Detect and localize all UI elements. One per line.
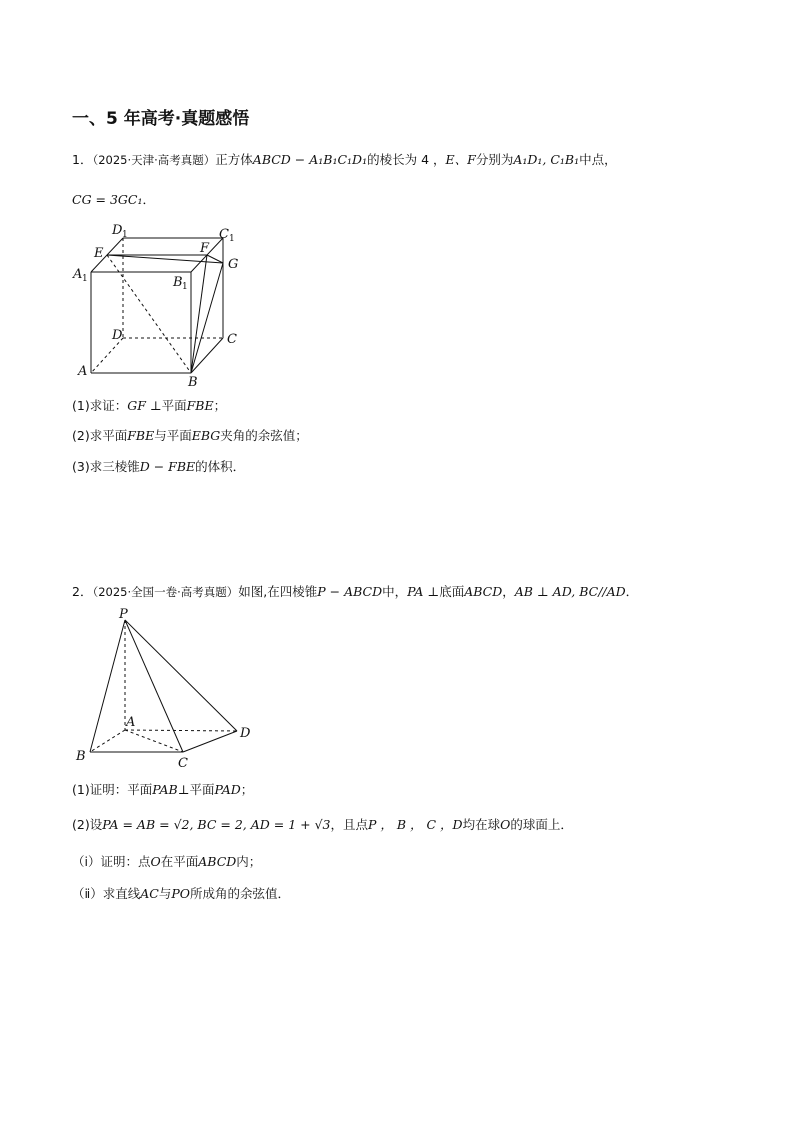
- problem-2-comma: ，: [502, 584, 515, 599]
- q1-end: ；: [213, 398, 227, 413]
- p2-q1-mid: 平面: [189, 782, 215, 797]
- p2-qi-prefix: （i）证明：点: [72, 854, 151, 869]
- label-g: G: [228, 257, 239, 272]
- problem-2-q2: [72, 815, 573, 833]
- p2-q2-prefix: (2)设: [72, 817, 103, 832]
- label-a: A: [78, 364, 88, 379]
- conditions: AB ⊥ AD, BC//AD: [514, 584, 626, 599]
- q3-end: 的体积．: [195, 459, 246, 474]
- p2-qii-prefix: （ⅱ）求直线: [72, 886, 141, 901]
- p2-qii-line2: PO: [171, 886, 191, 901]
- p2-qi-mid: 在平面: [160, 854, 199, 869]
- label-a1: A: [73, 267, 83, 282]
- q3-solid: D − FBE: [139, 459, 196, 474]
- pa-perp: PA ⊥: [407, 584, 440, 599]
- q1-math: GF ⊥: [127, 398, 162, 413]
- p2-q2-text: 均在球: [462, 817, 501, 832]
- problem-2-end: ．: [625, 584, 639, 599]
- cube-figure: [70, 222, 250, 390]
- p2-q1-perp: ⊥: [177, 782, 190, 797]
- problem-2-qii: [72, 884, 290, 902]
- label-d: D: [240, 726, 251, 741]
- problem-2-number: 2．: [72, 584, 93, 599]
- q2-mid: 与平面: [154, 428, 192, 443]
- p2-qi-o: O: [150, 854, 161, 869]
- label-f: F: [200, 241, 210, 256]
- p2-q2-mid: ，且点: [330, 817, 369, 832]
- label-d: D: [112, 328, 123, 343]
- label-a1-sub: 1: [82, 274, 88, 284]
- p2-qi-end: 内；: [236, 854, 262, 869]
- problem-1-number: 1．: [72, 152, 93, 167]
- problem-1-q3: [72, 457, 245, 475]
- problem-1-source: （2025·天津·高考真题）: [92, 153, 216, 167]
- problem-1-cg-line: [72, 190, 155, 208]
- points-e-f: E、F: [445, 152, 476, 167]
- q1-prefix: (1)求证：: [72, 398, 128, 413]
- q1-plane: FBE: [186, 398, 214, 413]
- p2-q2-end: 的球面上．: [510, 817, 573, 832]
- p2-qii-line1: AC: [140, 886, 159, 901]
- label-d1-sub: 1: [122, 230, 128, 240]
- p2-qii-mid: 与: [158, 886, 172, 901]
- q3-prefix: (3)求三棱锥: [72, 459, 140, 474]
- pyramid-name: P − ABCD: [317, 584, 383, 599]
- label-d1: D: [112, 223, 123, 238]
- label-p: P: [119, 607, 128, 622]
- cube-name: ABCD − A₁B₁C₁D₁: [252, 152, 368, 167]
- problem-2-text-a: 如图,在四棱锥: [238, 584, 318, 599]
- section-title: 一、5 年高考·真题感悟: [72, 109, 250, 129]
- label-a: A: [126, 715, 136, 730]
- p2-q1-end: ；: [240, 782, 254, 797]
- problem-1-text-b: 的棱长为 4 ，: [367, 152, 446, 167]
- p2-q1-prefix: (1)证明：平面: [72, 782, 153, 797]
- problem-2-text-b: 中，: [382, 584, 408, 599]
- q2-end: 夹角的余弦值；: [220, 428, 308, 443]
- cg-end: ．: [142, 192, 155, 207]
- problem-2-text-c: 底面: [439, 584, 465, 599]
- label-c: C: [178, 756, 188, 771]
- p2-qii-end: 所成角的余弦值．: [190, 886, 291, 901]
- label-b1-sub: 1: [182, 282, 188, 292]
- label-c1-sub: 1: [229, 234, 235, 244]
- q2-plane1: FBE: [127, 428, 155, 443]
- problem-2-qi: [72, 852, 261, 870]
- p2-q2-points: P ， B ， C ，: [368, 817, 453, 832]
- problem-2-stem: [72, 582, 638, 600]
- p2-q1-plane2: PAD: [214, 782, 241, 797]
- p2-qi-plane: ABCD: [198, 854, 237, 869]
- problem-2-source: （2025·全国一卷·高考真题）: [92, 585, 239, 599]
- problem-1-text-c: 分别为: [475, 152, 514, 167]
- mid-segments: A₁D₁, C₁B₁: [513, 152, 580, 167]
- label-c1: C: [219, 227, 229, 242]
- cg-relation: CG = 3GC₁: [72, 192, 143, 207]
- label-c: C: [227, 332, 237, 347]
- label-e: E: [94, 246, 104, 261]
- problem-1-text-d: 中点，: [579, 152, 617, 167]
- pyramid-figure: [70, 604, 260, 774]
- p2-q1-plane1: PAB: [152, 782, 178, 797]
- problem-1-text-a: 正方体: [215, 152, 253, 167]
- problem-1-q2: [72, 426, 308, 444]
- problem-2-q1: [72, 780, 253, 798]
- label-b: B: [76, 749, 86, 764]
- problem-1-stem: [72, 150, 617, 168]
- label-b1: B: [173, 275, 183, 290]
- p2-q2-o: O: [500, 817, 511, 832]
- problem-1-q1: [72, 396, 226, 414]
- p2-q2-d: D: [452, 817, 463, 832]
- q1-text: 平面: [161, 398, 187, 413]
- q2-prefix: (2)求平面: [72, 428, 128, 443]
- p2-q2-values: PA = AB = √2, BC = 2, AD = 1 + √3: [102, 817, 331, 832]
- label-b: B: [188, 375, 198, 390]
- base-name: ABCD: [464, 584, 503, 599]
- q2-plane2: EBG: [191, 428, 221, 443]
